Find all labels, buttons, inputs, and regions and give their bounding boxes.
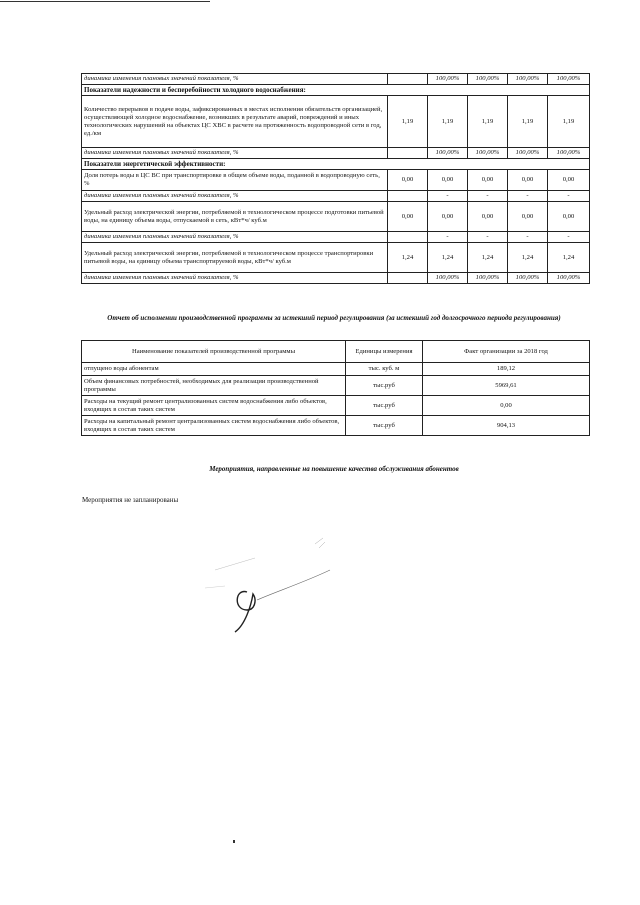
- dynamics-label: динамика изменения плановых значений показателя, %: [82, 273, 388, 284]
- value-cell: 100,00%: [468, 74, 508, 85]
- value-cell: -: [428, 191, 468, 202]
- col-fact-header: Факт организации за 2018 год: [423, 341, 590, 363]
- program-report-header: [82, 341, 590, 363]
- value-cell: -: [548, 232, 590, 243]
- dynamics-row: [82, 148, 590, 159]
- program-row: [82, 416, 590, 436]
- page-dot: [233, 840, 235, 843]
- value-cell: 100,00%: [468, 273, 508, 284]
- section-header: Показатели энергетической эффективности:: [82, 159, 590, 170]
- value-cell: 0,00: [548, 202, 590, 232]
- indicator-label: Количество перерывов в подаче воды, зафиксированных в местах исполнения обязательств организацией, осуществляющей холодное водоснабжение, возникших в результате аварий, повреждений и иных технологических нарушений на объектах ЦС ХВС в расчете на протяженность водопроводной сети в год, ед./км: [82, 96, 388, 148]
- fact-value-cell: 5969,61: [423, 376, 590, 396]
- program-row: [82, 396, 590, 416]
- value-cell: 100,00%: [548, 273, 590, 284]
- unit-cell: тыс. куб. м: [346, 363, 423, 376]
- base-value-cell: [388, 148, 428, 159]
- unit-cell: тыс.руб: [346, 416, 423, 436]
- value-cell: 100,00%: [428, 148, 468, 159]
- base-value-cell: [388, 273, 428, 284]
- dynamics-row: [82, 74, 590, 85]
- section-header-row: [82, 85, 590, 96]
- indicators-table: [81, 73, 590, 284]
- dynamics-label: динамика изменения плановых значений показателя, %: [82, 232, 388, 243]
- value-cell: 100,00%: [548, 74, 590, 85]
- value-cell: -: [508, 191, 548, 202]
- col-name-header: Наименование показателей производственной программы: [82, 341, 346, 363]
- section-header-row: [82, 159, 590, 170]
- program-row: [82, 376, 590, 396]
- base-value-cell: 0,00: [388, 170, 428, 191]
- indicator-label: Удельный расход электрической энергии, потребляемой в технологическом процессе транспортировки питьевой воды, на единицу объема транспортируемой воды, кВт*ч/ куб.м: [82, 243, 388, 273]
- fact-value-cell: 189,12: [423, 363, 590, 376]
- top-rule: [0, 1, 210, 2]
- col-unit-header: Единицы измерения: [346, 341, 423, 363]
- value-cell: 0,00: [468, 170, 508, 191]
- value-cell: 100,00%: [548, 148, 590, 159]
- base-value-cell: 0,00: [388, 202, 428, 232]
- indicator-name-cell: Расходы на текущий ремонт централизованных систем водоснабжения либо объектов, входящих в состав таких систем: [82, 396, 346, 416]
- indicator-row: [82, 202, 590, 232]
- indicator-label: Доля потерь воды в ЦС ВС при транспортировке в общем объеме воды, поданной в водопроводную сеть, %: [82, 170, 388, 191]
- indicator-row: [82, 96, 590, 148]
- value-cell: 100,00%: [428, 74, 468, 85]
- dynamics-label: динамика изменения плановых значений показателя, %: [82, 74, 388, 85]
- dynamics-label: динамика изменения плановых значений показателя, %: [82, 191, 388, 202]
- indicator-row: [82, 170, 590, 191]
- program-row: [82, 363, 590, 376]
- value-cell: 0,00: [548, 170, 590, 191]
- value-cell: 1,19: [548, 96, 590, 148]
- dynamics-row: [82, 232, 590, 243]
- base-value-cell: [388, 74, 428, 85]
- indicator-name-cell: Объем финансовых потребностей, необходимых для реализации производственной программы: [82, 376, 346, 396]
- report-caption: Отчет об исполнении производственной программы за истекший период регулирования (за истекший год долгосрочного периода регулирования): [107, 314, 561, 322]
- value-cell: 0,00: [428, 170, 468, 191]
- value-cell: 100,00%: [428, 273, 468, 284]
- unit-cell: тыс.руб: [346, 376, 423, 396]
- program-report-body: [82, 363, 590, 436]
- value-cell: 1,24: [468, 243, 508, 273]
- signature-mark: [195, 530, 365, 640]
- base-value-cell: [388, 191, 428, 202]
- value-cell: 1,19: [508, 96, 548, 148]
- base-value-cell: [388, 232, 428, 243]
- indicators-table-body: [82, 74, 590, 284]
- dynamics-label: динамика изменения плановых значений показателя, %: [82, 148, 388, 159]
- value-cell: 100,00%: [508, 273, 548, 284]
- value-cell: 100,00%: [508, 74, 548, 85]
- value-cell: 100,00%: [508, 148, 548, 159]
- value-cell: 1,19: [468, 96, 508, 148]
- unit-cell: тыс.руб: [346, 396, 423, 416]
- base-value-cell: 1,24: [388, 243, 428, 273]
- value-cell: -: [548, 191, 590, 202]
- value-cell: -: [468, 232, 508, 243]
- value-cell: 0,00: [508, 202, 548, 232]
- base-value-cell: 1,19: [388, 96, 428, 148]
- dynamics-row: [82, 191, 590, 202]
- value-cell: -: [468, 191, 508, 202]
- measures-caption: Мероприятия, направленные на повышение качества обслуживания абонентов: [209, 465, 459, 473]
- section-header: Показатели надежности и бесперебойности холодного водоснабжения:: [82, 85, 590, 96]
- value-cell: 1,19: [428, 96, 468, 148]
- value-cell: 100,00%: [468, 148, 508, 159]
- dynamics-row: [82, 273, 590, 284]
- indicator-name-cell: отпущено воды абонентам: [82, 363, 346, 376]
- indicator-row: [82, 243, 590, 273]
- value-cell: 1,24: [548, 243, 590, 273]
- indicator-label: Удельный расход электрической энергии, потребляемой в технологическом процессе подготовки питьевой воды, на единицу объема воды, отпускаемой в сеть, кВт*ч/ куб.м: [82, 202, 388, 232]
- indicator-name-cell: Расходы на капитальный ремонт централизованных систем водоснабжения либо объектов, входящих в состав таких систем: [82, 416, 346, 436]
- value-cell: 0,00: [508, 170, 548, 191]
- measures-note: Мероприятия не запланированы: [82, 496, 179, 504]
- fact-value-cell: 904,13: [423, 416, 590, 436]
- value-cell: 1,24: [508, 243, 548, 273]
- value-cell: 0,00: [428, 202, 468, 232]
- value-cell: 1,24: [428, 243, 468, 273]
- program-report-table: [81, 340, 590, 436]
- value-cell: -: [428, 232, 468, 243]
- value-cell: -: [508, 232, 548, 243]
- value-cell: 0,00: [468, 202, 508, 232]
- fact-value-cell: 0,00: [423, 396, 590, 416]
